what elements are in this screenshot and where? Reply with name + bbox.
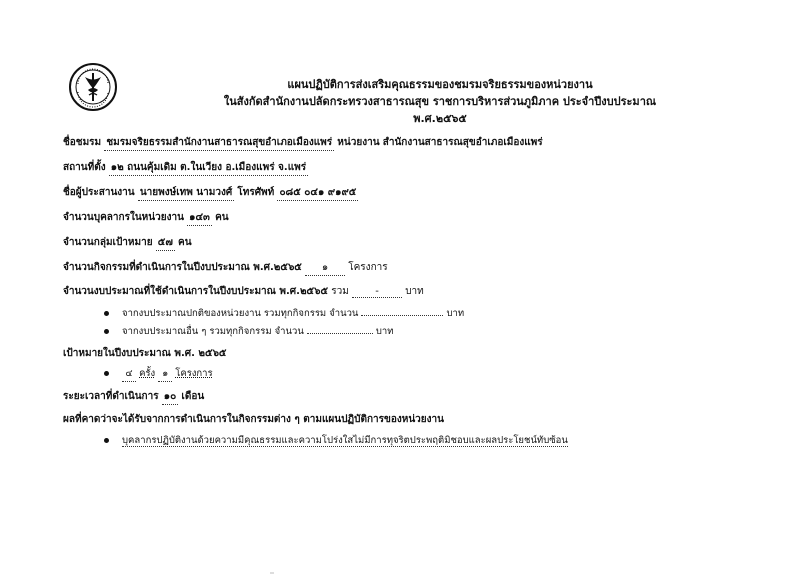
duration-unit: เดือน xyxy=(181,391,205,402)
bullet-icon xyxy=(104,329,109,334)
budget-label: จำนวนงบประมาณที่ใช้ดำเนินการในปีงบประมาณ พ.ศ.๒๕๖๕ xyxy=(63,286,329,297)
address-value: ๑๒ ถนนคุ้มเดิม ต.ในเวียง อ.เมืองแพร่ จ.แพร่ xyxy=(109,160,308,176)
goal-item xyxy=(104,366,213,382)
address-row xyxy=(63,160,308,176)
budget-item-unit: บาท xyxy=(446,308,465,319)
header-title: แผนปฏิบัติการส่งเสริมคุณธรรมของชมรมจริยธรรมของหน่วยงาน xyxy=(287,78,593,91)
target-unit: คน xyxy=(178,237,192,248)
budget-item-amount xyxy=(307,333,373,334)
target-row xyxy=(63,235,192,251)
goal-count: ๔ xyxy=(122,366,136,382)
budget-item xyxy=(104,324,394,339)
duration-row xyxy=(63,389,204,405)
expected-row xyxy=(63,412,444,427)
staff-value: ๑๔๓ xyxy=(187,210,212,226)
activities-row xyxy=(63,260,388,276)
header-subtitle: ในสังกัดสำนักงานปลัดกระทรวงสาธารณสุข ราชการบริหารส่วนภูมิภาค ประจำปีงบประมาณ พ.ศ.๒๕๖๕ xyxy=(223,95,657,125)
activities-label: จำนวนกิจกรรมที่ดำเนินการในปีงบประมาณ พ.ศ.๒๕๖๕ xyxy=(63,262,302,273)
goal-projects-label: โครงการ xyxy=(175,368,213,379)
staff-unit: คน xyxy=(215,212,229,223)
address-label: สถานที่ตั้ง xyxy=(63,162,106,173)
goal-projects: ๑ xyxy=(158,366,172,382)
activities-unit: โครงการ xyxy=(348,262,388,273)
bullet-icon xyxy=(104,371,109,376)
duration-value: ๑๐ xyxy=(162,389,178,405)
coordinator-label: ชื่อผู้ประสานงาน xyxy=(63,187,135,198)
budget-unit: บาท xyxy=(405,286,424,297)
staff-label: จำนวนบุคลากรในหน่วยงาน xyxy=(63,212,184,223)
bullet-icon xyxy=(104,311,109,316)
goal-label: เป้าหมายในปีงบประมาณ พ.ศ. ๒๕๖๕ xyxy=(63,348,227,359)
budget-total-label: รวม xyxy=(331,286,349,297)
expected-item-text: บุคลากรปฏิบัติงานด้วยความมีคุณธรรมและความโปร่งใสไม่มีการทุจริตประพฤติมิชอบและผลประโยชน์ทับซ้อน xyxy=(122,435,568,446)
budget-row xyxy=(63,284,424,299)
coordinator-value: นายพงษ์เทพ นามวงศ์ xyxy=(138,185,234,201)
target-value: ๕๗ xyxy=(156,235,175,251)
activities-value: ๑ xyxy=(305,260,345,276)
budget-item-amount xyxy=(361,315,443,316)
club-label: ชื่อชมรม xyxy=(63,137,102,148)
unit-value: สำนักงานสาธารณสุขอำเภอเมืองแพร่ xyxy=(382,137,543,148)
staff-row xyxy=(63,210,229,226)
document-header xyxy=(200,76,680,127)
phone-label: โทรศัพท์ xyxy=(237,187,275,198)
budget-item-text: จากงบประมาณอื่น ๆ รวมทุกกิจกรรม จำนวน xyxy=(122,326,304,337)
unit-label: หน่วยงาน xyxy=(337,137,380,148)
expected-label: ผลที่คาดว่าจะได้รับจากการดำเนินการในกิจกรรมต่าง ๆ ตามแผนปฏิบัติการของหน่วยงาน xyxy=(63,414,444,425)
goal-times-label: ครั้ง xyxy=(139,368,156,379)
bullet-icon xyxy=(104,438,109,443)
budget-item xyxy=(104,306,464,321)
phone-value: ๐๘๕ ๐๔๑ ๙๑๙๕ xyxy=(277,185,358,201)
target-label: จำนวนกลุ่มเป้าหมาย xyxy=(63,237,153,248)
coordinator-row xyxy=(63,185,358,201)
duration-label: ระยะเวลาที่ดำเนินการ xyxy=(63,391,159,402)
expected-item xyxy=(104,433,568,448)
scan-speck xyxy=(270,572,274,574)
budget-item-unit: บาท xyxy=(375,326,394,337)
goal-row xyxy=(63,346,227,361)
ministry-of-public-health-seal-icon xyxy=(68,62,118,112)
club-value: ชมรมจริยธรรมสำนักงานสาธารณสุขอำเภอเมืองแพร่ xyxy=(104,135,334,151)
club-row xyxy=(63,135,543,151)
budget-item-text: จากงบประมาณปกติของหน่วยงาน รวมทุกกิจกรรม จำนวน xyxy=(122,308,359,319)
budget-total-value: - xyxy=(352,286,402,298)
